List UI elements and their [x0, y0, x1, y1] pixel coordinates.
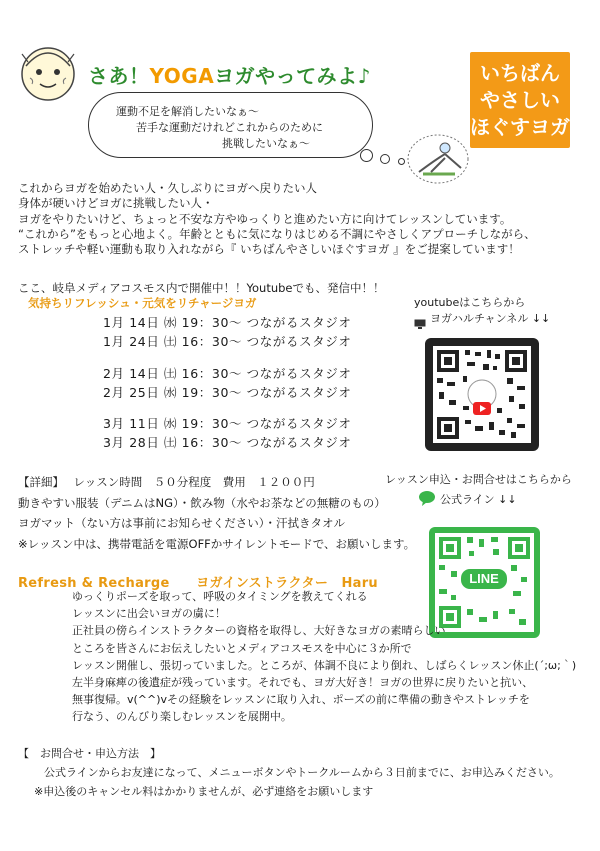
schedule-item: 3月 28日 ㈯ 16：30～ つながるスタジオ — [103, 435, 352, 450]
profile-line: レッスンに出会いヨガの虜に！ — [72, 607, 226, 621]
details-line: 【詳細】 レッスン時間 ５０分程度 費用 １２００円 — [18, 475, 315, 489]
line-badge: LINE — [461, 569, 507, 589]
speech-bubble-icon — [418, 490, 436, 506]
monitor-icon — [414, 314, 426, 324]
lesson-details — [18, 472, 415, 554]
lesson-subtitle: 気持ちリフレッシュ・元気をリチャージヨガ — [28, 296, 257, 310]
intro-line: 身体が硬いけどヨガに挑戦したい人・ — [18, 196, 214, 211]
bubble-dot — [380, 154, 390, 164]
schedule-item: 1月 24日 ㈯ 16：30～ つながるスタジオ — [103, 334, 352, 349]
instructor-profile — [72, 588, 576, 726]
yoga-pose-icon — [405, 128, 471, 186]
apply-label: レッスン申込・お問合せはこちらから — [385, 473, 572, 486]
intro-line: これからヨガを始めたい人・久しぶりにヨガへ戻りたい人 — [18, 181, 317, 195]
youtube-qr-code[interactable] — [425, 338, 539, 451]
bubble-dot — [360, 149, 373, 162]
instructor-heading: Refresh & Recharge ヨガインストラクター Haru — [18, 576, 378, 591]
youtube-play-icon — [473, 400, 491, 413]
intro-line: ヨガをやりたいけど、ちょっと不安な方やゆっくりと進めたい方に向けてレッスンしています。 — [18, 211, 512, 226]
logo-line: やさしい — [480, 88, 560, 112]
line-official-label[interactable]: 公式ライン ↓↓ — [440, 493, 517, 506]
venue-text: ここ、岐阜メディアコスモス内で開催中！！Youtubeでも、発信中！！ — [18, 281, 385, 295]
profile-line: ところを皆さんにお伝えしたいとメディアコスモスを中心に３か所で — [72, 641, 412, 655]
bubble-line: 運動不足を解消したいなぁ～ — [116, 105, 259, 118]
title-suffix: ヨガやってみよ♪ — [214, 64, 371, 88]
profile-line: 正社員の傍らインストラクターの資格を取得し、大好きなヨガの素晴らしい — [72, 624, 446, 638]
intro-line: “これから”をもっと心地よく。年齢とともに気になりはじめる不調にやさしくアプローチしながら、 — [18, 226, 536, 241]
contact-section — [18, 744, 560, 801]
profile-line: ゆっくりポーズを取って、呼吸のタイミングを教えてくれる — [72, 590, 368, 603]
details-line: ※レッスン中は、携帯電話を電源OFFかサイレントモードで、お願いします。 — [18, 536, 416, 551]
cartoon-face-icon — [12, 40, 84, 104]
profile-line: 無事復帰。v(^^)vその経験をレッスンに取り入れ、ポーズの前に準備の動きやストレッチを — [72, 693, 530, 707]
bubble-line: 苦手な運動だけれどこれからのために — [136, 121, 323, 134]
schedule-item: 1月 14日 ㈬ 19：30～ つながるスタジオ — [103, 315, 352, 330]
title-yoga: YOGA — [149, 64, 215, 88]
contact-line: 公式ラインからお友達になって、メニューボタンやトークルームから３日前までに、お申込みください。 — [44, 766, 560, 779]
bubble-dot — [398, 158, 405, 165]
details-line: 動きやすい服装（デニムはNG）・飲み物（水やお茶などの無糖のもの） — [18, 495, 386, 510]
schedule-item: 2月 25日 ㈬ 19：30～ つながるスタジオ — [103, 385, 352, 400]
schedule-item: 3月 11日 ㈬ 19：30～ つながるスタジオ — [103, 416, 352, 431]
profile-line: 左半身麻痺の後遺症が残っています。それでも、ヨガ大好き！ヨガの世界に戻りたいと抗い、 — [72, 676, 534, 690]
brand-logo — [470, 52, 570, 148]
youtube-channel[interactable]: ヨガハルチャンネル ↓↓ — [430, 312, 551, 325]
contact-note: ※申込後のキャンセル料はかかりませんが、必ず連絡をお願いします — [34, 785, 374, 798]
details-line: ヨガマット（ない方は事前にお知らせください）・汗拭きタオル — [18, 516, 345, 530]
title-prefix: さあ！ — [88, 64, 150, 88]
contact-heading: 【 お問合せ・申込方法 】 — [18, 747, 161, 760]
logo-line: ほぐすヨガ — [470, 115, 570, 139]
intro-line: ストレッチや軽い運動も取り入れながら『 いちばんやさしいほぐすヨガ 』をご提案しています！ — [18, 242, 520, 257]
profile-line: 行なう、のんびり楽しむレッスンを展開中。 — [72, 710, 292, 724]
profile-line: レッスン開催し、張切っていました。ところが、体調不良により倒れ、しばらくレッスン休止(´;ω;｀) — [72, 658, 577, 672]
page-title — [88, 60, 371, 89]
schedule-item: 2月 14日 ㈯ 16：30～ つながるスタジオ — [103, 366, 352, 381]
youtube-label: youtubeはこちらから — [414, 296, 526, 309]
logo-line: いちばん — [480, 61, 560, 85]
bubble-line: 挑戦したいなぁ～ — [222, 137, 310, 150]
intro-text — [18, 181, 536, 257]
